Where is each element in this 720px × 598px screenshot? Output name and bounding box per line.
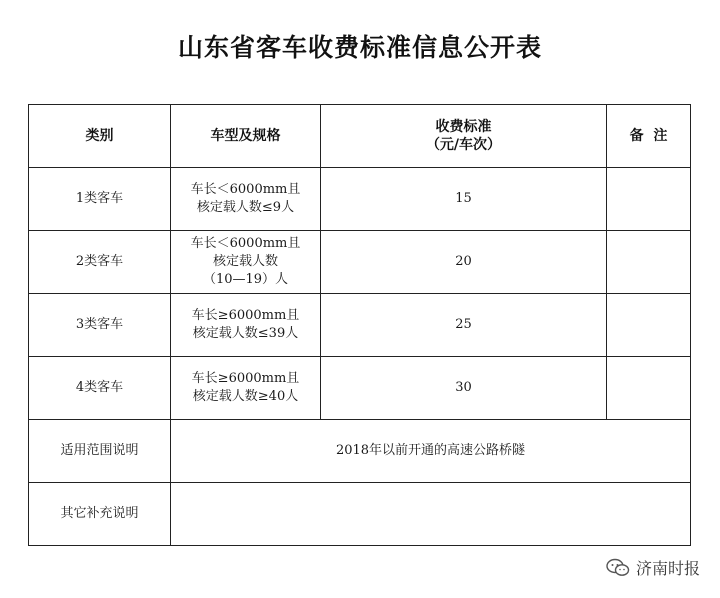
remark-cell (607, 294, 691, 357)
category-cell: 4类客车 (29, 357, 171, 420)
header-remark (607, 105, 691, 168)
spec-cell (171, 357, 321, 420)
header-fee-line1: 收费标准 (435, 119, 492, 135)
spec-cell (171, 231, 321, 294)
spec-cell (171, 294, 321, 357)
table-row (29, 294, 691, 357)
spec-line: （10—19）人 (202, 272, 289, 287)
header-category: 类别 (29, 105, 171, 168)
scope-label: 适用范围说明 (29, 420, 171, 483)
spec-line: 核定载人数 (212, 254, 278, 269)
header-fee (321, 105, 607, 168)
other-label: 其它补充说明 (29, 483, 171, 546)
spec-line: 核定载人数≤9人 (196, 200, 295, 215)
fee-cell: 20 (321, 231, 607, 294)
spec-line: 车长≥6000mm且 (191, 308, 300, 323)
remark-cell (607, 357, 691, 420)
other-row (29, 483, 691, 546)
spec-line: 车长＜6000mm且 (190, 236, 301, 251)
other-value (171, 483, 691, 546)
spec-line: 车长≥6000mm且 (191, 371, 300, 386)
category-cell: 3类客车 (29, 294, 171, 357)
remark-cell (607, 231, 691, 294)
header-spec: 车型及规格 (171, 105, 321, 168)
scope-value: 2018年以前开通的高速公路桥隧 (171, 420, 691, 483)
category-cell: 1类客车 (29, 168, 171, 231)
scope-row (29, 420, 691, 483)
watermark (606, 556, 700, 579)
table-row (29, 168, 691, 231)
wechat-logo-icon (606, 558, 630, 578)
watermark-text: 济南时报 (635, 559, 700, 578)
category-cell: 2类客车 (29, 231, 171, 294)
remark-cell (607, 168, 691, 231)
header-remark-label: 备 注 (629, 128, 668, 144)
spec-line: 核定载人数≥40人 (192, 389, 299, 404)
table-row (29, 357, 691, 420)
table-header-row (29, 105, 691, 168)
spec-line: 核定载人数≤39人 (192, 326, 299, 341)
page-title: 山东省客车收费标准信息公开表 (177, 33, 542, 62)
fee-cell: 15 (321, 168, 607, 231)
fee-cell: 30 (321, 357, 607, 420)
spec-line: 车长＜6000mm且 (190, 182, 301, 197)
header-fee-line2: （元/车次） (425, 137, 502, 153)
fee-table (28, 104, 691, 546)
spec-cell (171, 168, 321, 231)
fee-cell: 25 (321, 294, 607, 357)
table-row (29, 231, 691, 294)
